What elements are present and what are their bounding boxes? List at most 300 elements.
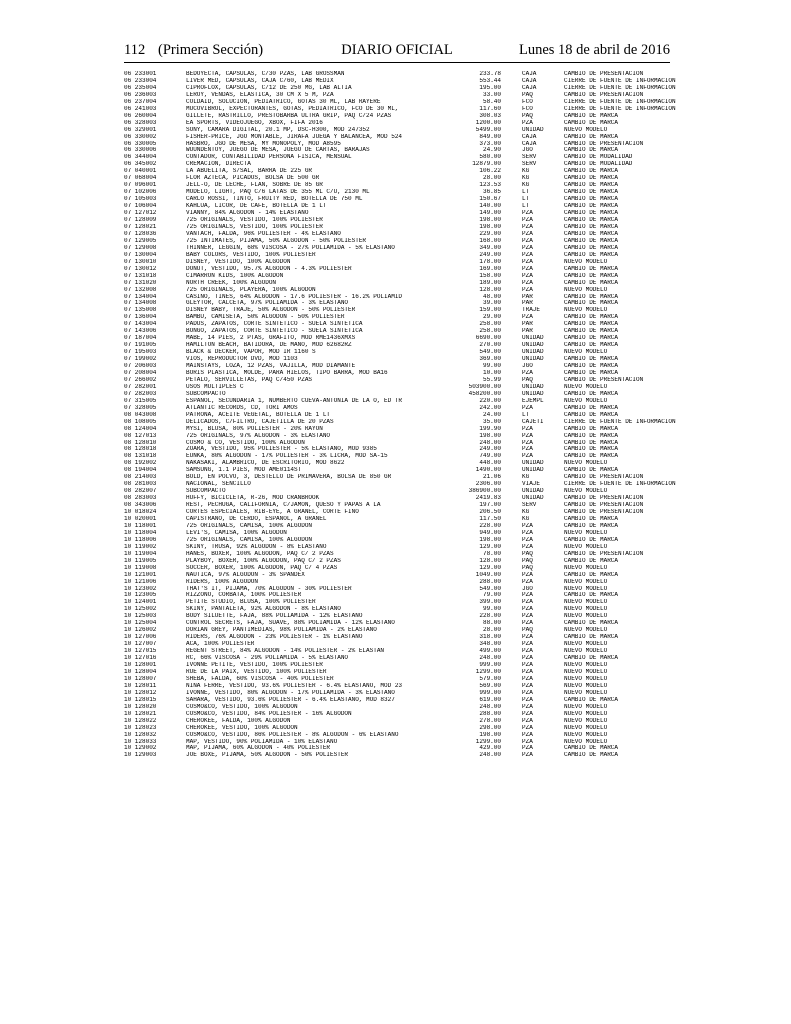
column-gap [501,704,522,711]
column-gap [501,426,522,433]
item-unit: FCO [522,105,533,112]
column-gap [501,641,522,648]
column-gap [501,453,522,460]
item-observation: CAMBIO DE MARCA [564,189,619,196]
item-price: 178.00 [479,258,501,265]
item-price: 499.00 [479,648,501,655]
item-description: BONGO, ZAPATOS, CORTE SINTETICO - SUELA SINTETICA [186,328,363,335]
table-row [124,655,690,662]
column-gap [501,446,522,453]
item-observation: NUEVO MODELO [564,731,608,738]
column-gap [501,147,522,154]
table-row [124,676,690,683]
column-gap [501,113,522,120]
item-code: 08 282007 [124,488,157,495]
table-row [124,71,690,78]
item-unit: PZA [522,592,533,599]
item-code: 07 130010 [124,258,157,265]
item-description: MAP, VESTIDO, 90% POLIAMIDA - 10% ELASTANO [186,738,338,745]
item-code: 10 127006 [124,634,157,641]
item-unit: CAJA [522,77,537,84]
item-unit: UNIDAD [522,383,544,390]
item-price: 169.00 [479,265,501,272]
table-row [124,307,690,314]
item-observation: NUEVO MODELO [564,126,608,133]
item-code: 10 118006 [124,536,157,543]
item-code: 06 328003 [124,119,157,126]
item-observation: CAMBIO DE MARCA [564,300,619,307]
item-observation: CAMBIO DE MARCA [564,119,619,126]
item-unit: PZA [522,223,533,230]
item-observation: NUEVO MODELO [564,675,608,682]
item-observation: CAMBIO DE MARCA [564,210,619,217]
item-observation: NUEVO MODELO [564,460,608,467]
item-price: 6690.00 [475,335,501,342]
item-description: VIANNY, 84% ALGODON - 14% ELASTANO [186,210,309,217]
column-gap [501,391,522,398]
publication-title: DIARIO OFICIAL [341,42,453,58]
table-row [124,419,690,426]
item-unit: PAQ [522,112,533,119]
column-gap [501,440,522,447]
column-gap [501,154,522,161]
table-row [124,370,690,377]
item-unit: PZA [522,648,533,655]
price-listing-table [124,71,690,759]
item-price: 10.00 [482,369,501,376]
item-unit: PZA [522,265,533,272]
table-row [124,259,690,266]
column-gap [501,328,522,335]
column-gap [501,433,522,440]
item-observation: CAMBIO DE MARCA [564,168,619,175]
item-description: RIDERS, 76% ALGODON - 23% POLIESTER - 1% ELASTANO [186,634,363,641]
table-row [124,502,690,509]
header-rule [124,62,670,63]
item-code: 08 281003 [124,481,157,488]
page-header [124,42,670,62]
column-gap [501,648,522,655]
item-description: NAUTICA, 97% ALGODON - 3% SPANDEX [186,571,305,578]
item-observation: CIERRE DE FUENTE DE INFORMACION [564,98,676,105]
item-price: 99.00 [482,363,501,370]
item-observation: NUEVO MODELO [564,717,608,724]
item-observation: CAMBIO DE MARCA [564,244,619,251]
item-description: COSMO&CO, VESTIDO, 86% POLIESTER - 8% ALGODON - 6% ELASTANO [186,731,399,738]
item-description: GLEYTOR, CALCETA, 97% POLIAMIDA - 3% ELASTANO [186,300,349,307]
item-unit: PAQ [522,557,533,564]
item-description: VANTACH, FALDA, 96% POLIESTER - 4% ELASTANO [186,230,341,237]
item-price: 24.00 [482,411,501,418]
item-unit: UNIDAD [522,460,544,467]
item-observation: NUEVO MODELO [564,543,608,550]
item-price: 2306.00 [475,481,501,488]
item-unit: LT [522,196,530,203]
item-code: 10 018024 [124,509,157,516]
item-price: 206.50 [479,509,501,516]
item-price: 158.00 [479,272,501,279]
table-row [124,725,690,732]
item-unit: UNIDAD [522,342,544,349]
column-gap [501,141,522,148]
item-observation: CAMBIO DE MARCA [564,369,619,376]
item-price: 386900.00 [468,488,501,495]
item-code: 10 123005 [124,592,157,599]
item-code: 10 128020 [124,703,157,710]
item-price: 58.40 [482,98,501,105]
table-row [124,460,690,467]
item-code: 10 125002 [124,606,157,613]
column-gap [501,683,522,690]
item-unit: UNIDAD [522,356,544,363]
table-row [124,446,690,453]
item-unit: PZA [522,613,533,620]
item-code: 07 134008 [124,300,157,307]
item-observation: CAMBIO DE MARCA [564,516,619,522]
item-description: 725 ORIGINALS, CAMISA, 100% ALGODON [186,536,313,543]
section-label: (Primera Sección) [158,42,264,58]
item-unit: LT [522,189,530,196]
item-price: 549.00 [479,585,501,592]
item-price: 288.00 [479,710,501,717]
column-gap [501,565,522,572]
table-row [124,113,690,120]
table-row [124,294,690,301]
column-gap [501,224,522,231]
item-price: 549.00 [479,349,501,356]
item-observation: CAMBIO DE MARCA [564,112,619,119]
column-gap [501,586,522,593]
item-unit: UNIDAD [522,467,544,474]
item-description: EA SPORTS, VIDEOJUEGO, XBOX, FIFA 2016 [186,119,323,126]
item-description: CORTES ESPECIALES, RIB-EYE, A GRANEL, CORTE FINO [186,509,359,516]
item-observation: CAMBIO DE MARCA [564,745,619,752]
item-price: 373.00 [479,140,501,147]
item-code: 07 136004 [124,314,157,321]
item-unit: PZA [522,668,533,675]
table-row [124,481,690,488]
item-code: 07 129005 [124,237,157,244]
item-code: 10 119008 [124,564,157,571]
column-gap [501,398,522,405]
item-description: BLACK & DECKER, VAPOR, MOD IR 1160 S [186,349,316,356]
item-code: 10 128033 [124,738,157,745]
item-observation: CAMBIO DE MARCA [564,592,619,599]
table-row [124,440,690,447]
table-row [124,238,690,245]
item-code: 10 119002 [124,543,157,550]
table-row [124,412,690,419]
item-description: NORTH CREEK, 100% ALGODON [186,279,277,286]
item-code: 07 128036 [124,230,157,237]
item-unit: PZA [522,731,533,738]
item-price: 88.00 [482,620,501,627]
table-row [124,287,690,294]
table-row [124,342,690,349]
column-gap [501,599,522,606]
column-gap [501,481,522,488]
item-price: 198.00 [479,731,501,738]
item-description: CAPISTRANO, DE CERDO, ESPAÑOL, A GRANEL [186,516,327,522]
item-price: 149.00 [479,210,501,217]
item-price: 28.00 [482,627,501,634]
item-observation: CAMBIO DE PRESENTACION [564,509,644,516]
item-description: RC, 66% VISCOSA - 29% POLIAMIDA - 5% ELASTANO [186,655,349,662]
item-price: 39.00 [482,300,501,307]
page-number: 112 [124,42,146,58]
table-row [124,495,690,502]
item-description: IVONNE, VESTIDO, 80% ALGODON - 17% POLIAMIDA - 3% ELASTANO [186,689,395,696]
item-unit: PZA [522,710,533,717]
item-code: 10 128021 [124,710,157,717]
column-gap [501,502,522,509]
item-code: 08 128018 [124,446,157,453]
item-observation: CAMBIO DE MARCA [564,557,619,564]
item-observation: CAMBIO DE MARCA [564,147,619,154]
item-price: 849.00 [479,133,501,140]
item-unit: PAQ [522,627,533,634]
item-unit: PZA [522,425,533,432]
item-code: 07 282001 [124,383,157,390]
table-row [124,398,690,405]
item-price: 399.00 [479,599,501,606]
item-description: RUE DE LA PAIX, VESTIDO, 100% POLIESTER [186,668,327,675]
table-row [124,335,690,342]
item-unit: SERV [522,154,537,161]
item-code: 07 128021 [124,223,157,230]
table-row [124,558,690,565]
item-price: 298.00 [479,724,501,731]
item-price: 233.78 [479,71,501,77]
item-unit: PZA [522,724,533,731]
item-unit: CAJETI [522,418,544,425]
item-code: 07 131020 [124,279,157,286]
table-row [124,363,690,370]
item-observation: CAMBIO DE MARCA [564,196,619,203]
item-code: 10 127015 [124,648,157,655]
item-price: 248.00 [479,703,501,710]
item-description: LEROY, VENDAS, ELASTICA, 30 CM X 5 M, PZA [186,91,334,98]
table-row [124,280,690,287]
item-code: 07 282003 [124,390,157,397]
item-unit: PZA [522,655,533,662]
item-unit: PAQ [522,91,533,98]
item-unit: PZA [522,745,533,752]
item-unit: PZA [522,696,533,703]
item-description: CHEROKEE, VESTIDO, 100% ALGODON [186,724,298,731]
column-gap [501,294,522,301]
item-observation: CAMBIO DE MARCA [564,432,619,439]
item-code: 06 233001 [124,71,157,77]
item-code: 08 194004 [124,467,157,474]
item-price: 308.03 [479,112,501,119]
item-code: 06 236003 [124,91,157,98]
item-description: ACA, 100% POLIESTER [186,641,255,648]
item-description: SONY, CAMARA DIGITAL, 20.1 MP, DSC-H300, MOD 247352 [186,126,370,133]
item-price: 1049.00 [475,571,501,578]
item-description: 725 ORIGINALS, VESTIDO, 100% POLIESTER [186,223,323,230]
column-gap [501,405,522,412]
item-code: 10 125003 [124,613,157,620]
item-description: SHEBA, FALDA, 60% VISCOSA - 40% POLIESTER [186,675,334,682]
table-row [124,544,690,551]
item-observation: NUEVO MODELO [564,613,608,620]
item-code: 07 206003 [124,363,157,370]
table-row [124,78,690,85]
item-description: HUFFY, BICICLETA, R-26, MOD CRANBROOK [186,495,320,502]
item-price: 5499.00 [475,126,501,133]
listing-body [124,71,690,759]
item-price: 288.00 [479,578,501,585]
item-description: SOCCER, BOXER, 100% ALGODON, PAQ C/ 4 PZAS [186,564,338,571]
table-row [124,516,690,523]
item-unit: PZA [522,543,533,550]
table-row [124,391,690,398]
table-row [124,453,690,460]
column-gap [501,335,522,342]
column-gap [501,287,522,294]
item-price: 228.00 [479,522,501,529]
item-code: 07 131018 [124,272,157,279]
item-price: 12879.00 [472,161,501,168]
table-row [124,592,690,599]
column-gap [501,307,522,314]
column-gap [501,377,522,384]
item-code: 10 128012 [124,689,157,696]
item-unit: PAQ [522,564,533,571]
table-row [124,154,690,161]
item-description: BAMBU, CAMISETA, 50% ALGODON - 50% POLIESTER [186,314,345,321]
item-price: 348.00 [479,641,501,648]
item-description: CARLO ROSSI, TINTO, FRUITY RED, BOTELLA DE 750 ML [186,196,363,203]
item-price: 99.00 [482,606,501,613]
item-description: SKINY, PANTALETA, 92% ALGODON - 8% ELASTANO [186,606,341,613]
item-observation: CAMBIO DE MARCA [564,133,619,140]
item-observation: CAMBIO DE MARCA [564,390,619,397]
item-price: 129.00 [479,543,501,550]
item-description: BORIS PLASTICA, MOLDE, PARA HIELOS, TIPO BARRA, MOD BA16 [186,369,388,376]
table-row [124,474,690,481]
item-description: COSMO&CO, VESTIDO, 84% POLIESTER - 16% ALGODON [186,710,352,717]
column-gap [501,634,522,641]
item-code: 06 345002 [124,161,157,168]
column-gap [501,551,522,558]
item-description: 725 INTIMATES, PIJAMA, 50% ALGODON - 50% POLIESTER [186,237,367,244]
item-description: LEVI'S, CAMISA, 100% ALGODON [186,529,287,536]
item-description: 725 ORIGINALS, CAMISA, 100% ALGODON [186,522,313,529]
item-unit: PZA [522,119,533,126]
item-description: REGENT STREET, 84% ALGODON - 14% POLIESTER - 2% ELASTAN [186,648,385,655]
column-gap [501,120,522,127]
item-observation: CIERRE DE FUENTE DE INFORMACION [564,105,676,112]
item-observation: CAMBIO DE MARCA [564,217,619,224]
column-gap [501,384,522,391]
item-observation: CAMBIO DE PRESENTACION [564,474,644,481]
item-unit: PZA [522,641,533,648]
column-gap [501,523,522,530]
item-description: NACIONAL, SENCILLO [186,481,251,488]
item-observation: CAMBIO DE MARCA [564,453,619,460]
item-code: 07 105003 [124,196,157,203]
item-observation: NUEVO MODELO [564,578,608,585]
item-code: 07 128009 [124,217,157,224]
column-gap [501,342,522,349]
item-observation: NUEVO MODELO [564,349,608,356]
item-description: SUBCOMPACTO [186,390,226,397]
item-observation: CAMBIO DE MARCA [564,411,619,418]
item-unit: PZA [522,453,533,460]
item-unit: PZA [522,682,533,689]
item-unit: CAJA [522,133,537,140]
item-price: 248.00 [479,439,501,446]
column-gap [501,739,522,746]
item-unit: JGO [522,585,533,592]
item-description: 725 ORIGINALS, 97% ALGODON - 3% ELASTANO [186,432,331,439]
item-price: 580.00 [479,154,501,161]
item-price: 198.00 [479,223,501,230]
table-row [124,613,690,620]
item-description: CIPROFLOX, CAPSULAS, C/12 DE 250 MG, LAB ALTIA [186,84,352,91]
item-unit: KG [522,175,530,182]
item-price: 189.00 [479,279,501,286]
item-price: 198.00 [479,217,501,224]
item-description: ZOARA, VESTIDO, 95% POLIESTER - 5% ELASTANO, MOD 9385 [186,446,377,453]
column-gap [501,690,522,697]
column-gap [501,189,522,196]
item-description: BEDOYECTA, CAPSULAS, C/30 PZAS, LAB GROSSMAN [186,71,345,77]
item-description: COSMO&CO, VESTIDO, 100% ALGODON [186,703,298,710]
column-gap [501,419,522,426]
item-code: 10 121006 [124,578,157,585]
item-code: 07 127012 [124,210,157,217]
item-price: 228.00 [479,613,501,620]
column-gap [501,488,522,495]
table-row [124,627,690,634]
item-observation: NUEVO MODELO [564,648,608,655]
item-code: 07 040001 [124,168,157,175]
column-gap [501,613,522,620]
item-description: HAMILTON BEACH, BATIDORA, DE MANO, MOD 62682RZ [186,342,352,349]
item-description: MABE, 14 PIES, 2 PTAS, GRAFITO, MOD RME1436XMXS [186,335,356,342]
item-observation: CAMBIO DE MARCA [564,752,619,759]
item-price: 242.00 [479,404,501,411]
item-code: 07 129008 [124,244,157,251]
item-unit: PAR [522,300,533,307]
item-observation: NUEVO MODELO [564,710,608,717]
item-observation: NUEVO MODELO [564,258,608,265]
item-description: SKINY, TRUSA, 92% ALGODON - 8% ELASTANO [186,543,327,550]
item-code: 07 130012 [124,265,157,272]
table-row [124,739,690,746]
item-code: 10 129003 [124,752,157,759]
item-observation: CAMBIO DE MARCA [564,446,619,453]
table-row [124,300,690,307]
item-observation: CAMBIO DE MARCA [564,342,619,349]
item-price: 195.00 [479,84,501,91]
item-observation: NUEVO MODELO [564,599,608,606]
item-code: 10 124001 [124,599,157,606]
item-price: 55.99 [482,376,501,383]
item-observation: NUEVO MODELO [564,585,608,592]
column-gap [501,134,522,141]
item-code: 10 126002 [124,627,157,634]
item-unit: PZA [522,571,533,578]
item-price: 150.67 [479,196,501,203]
item-code: 08 124004 [124,425,157,432]
item-observation: NUEVO MODELO [564,668,608,675]
item-observation: NUEVO MODELO [564,286,608,293]
item-price: 220.00 [479,397,501,404]
